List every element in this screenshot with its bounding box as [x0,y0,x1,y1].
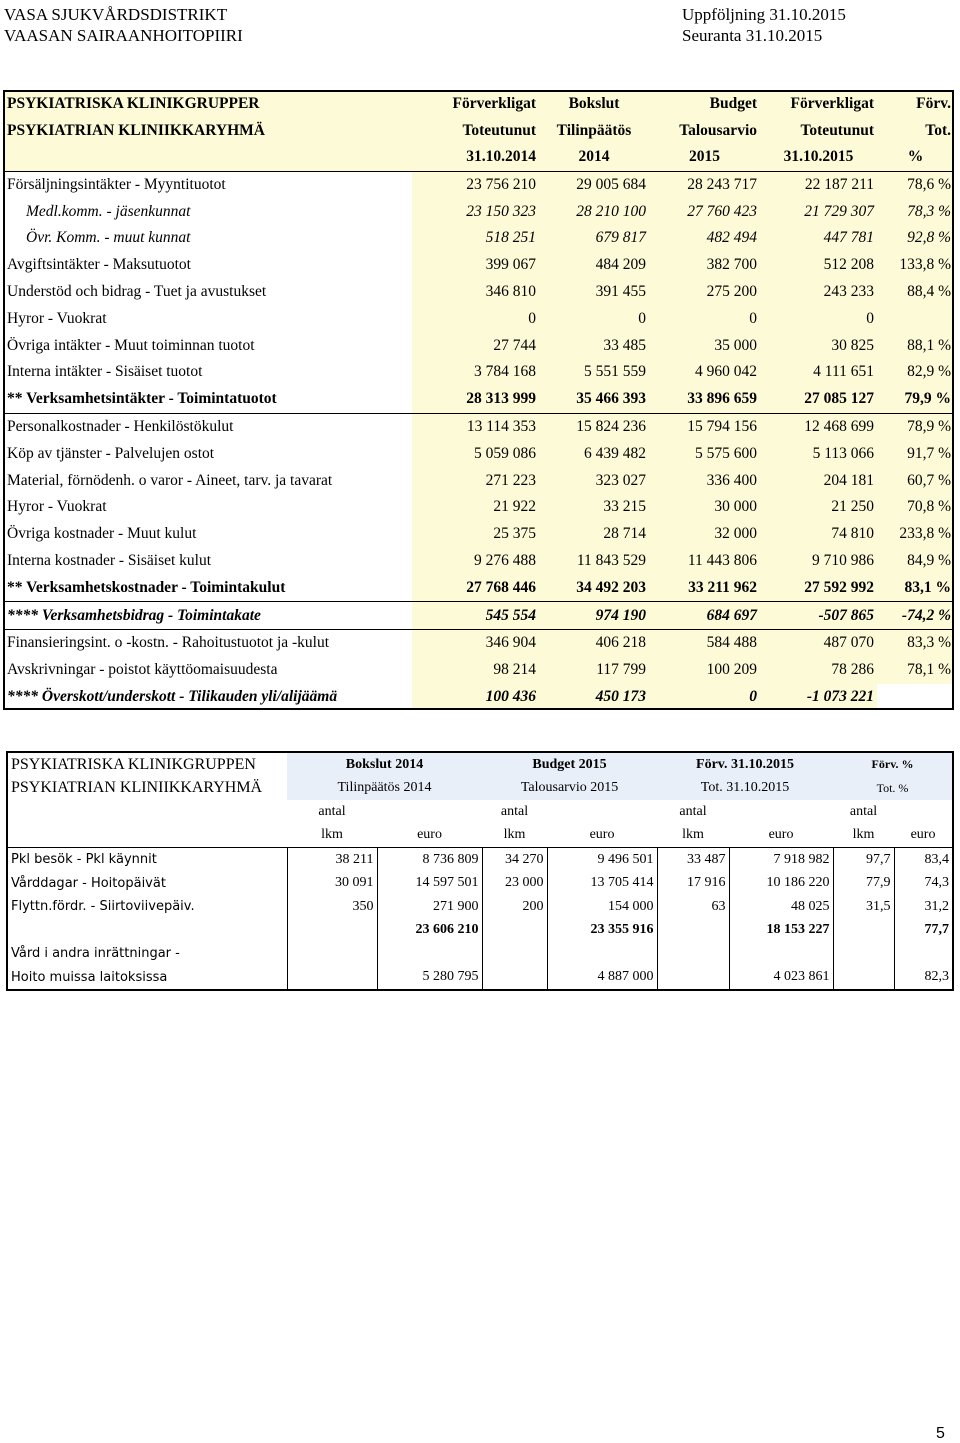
table-row [4,574,954,601]
row-value: 5 575 600 [649,440,760,467]
row-value: 12 468 699 [760,413,877,440]
table-row [4,440,954,467]
report-date-sv: Uppföljning 31.10.2015 [682,5,846,24]
row-value: 5 113 066 [760,440,877,467]
table-row [4,602,954,630]
row-value: 27 760 423 [649,198,760,225]
sub-header: euro [894,824,953,848]
row-label: ** Verksamhetsintäkter - Toimintatuotot [4,386,412,413]
row-value: 82,3 [894,966,953,991]
row-value [877,305,954,332]
row-value: 323 027 [539,467,649,494]
sub-header: euro [729,824,833,848]
row-value: -74,2 % [877,602,954,630]
col-header: Förverkligat [412,91,539,118]
row-value: 243 233 [760,279,877,306]
row-value: 30 091 [287,872,377,896]
row-value: 30 825 [760,332,877,359]
row-value: 34 492 203 [539,574,649,601]
col-header: 31.10.2014 [412,144,539,171]
row-value: 83,4 [894,848,953,872]
row-value: 30 000 [649,494,760,521]
row-value: 3 784 168 [412,359,539,386]
row-value: 133,8 % [877,252,954,279]
row-value [729,942,833,966]
table-header-row [7,752,953,777]
row-value: 8 736 809 [377,848,482,872]
col-header: 31.10.2015 [760,144,877,171]
row-value: 83,1 % [877,574,954,601]
group-header: Förv. % [833,752,953,777]
activity-table [6,751,954,991]
row-value [482,919,547,943]
table-row [4,630,954,657]
row-value: 32 000 [649,521,760,548]
row-value: 78,3 % [877,198,954,225]
row-label: Hyror - Vuokrat [7,498,107,516]
row-value: 382 700 [649,252,760,279]
table-header-row [4,144,954,171]
table-header-row [4,118,954,145]
table-row [7,872,953,896]
row-value: 88,1 % [877,332,954,359]
row-value: 484 209 [539,252,649,279]
table-row [4,305,954,332]
table-title-sv: PSYKIATRISKA KLINIKGRUPPER [4,91,412,118]
row-value: 17 916 [657,872,729,896]
row-label: Övriga kostnader - Muut kulut [7,525,197,543]
row-value: 7 918 982 [729,848,833,872]
row-value: 84,9 % [877,548,954,575]
row-value: 27 592 992 [760,574,877,601]
row-value: 31,5 [833,895,894,919]
row-value [833,966,894,991]
row-value: 487 070 [760,630,877,657]
col-header: Förv. [877,91,954,118]
row-value: 447 781 [760,225,877,252]
row-value: 275 200 [649,279,760,306]
row-value: 336 400 [649,467,760,494]
row-value [657,942,729,966]
row-value [287,919,377,943]
table-title-fi: PSYKIATRIAN KLINIIKKARYHMÄ [4,118,412,145]
row-value: 5 059 086 [412,440,539,467]
col-header: Toteutunut [412,118,539,145]
row-label: Interna intäkter - Sisäiset tuotot [7,363,203,381]
row-value: 518 251 [412,225,539,252]
row-value: 74 810 [760,521,877,548]
row-value: 29 005 684 [539,171,649,198]
sub-header: antal [849,803,878,819]
row-value: 74,3 [894,872,953,896]
row-value: 22 187 211 [760,171,877,198]
row-value: 91,7 % [877,440,954,467]
row-value: 271 223 [412,467,539,494]
row-value: 406 218 [539,630,649,657]
col-header: Talousarvio [649,118,760,145]
table2-title-fi: PSYKIATRIAN KLINIIKKARYHMÄ [11,779,263,797]
row-value: 974 190 [539,602,649,630]
table-row [4,279,954,306]
row-value: 200 [482,895,547,919]
row-value: 23 000 [482,872,547,896]
row-value: -507 865 [760,602,877,630]
group-header: Förv. 31.10.2015 [657,752,833,777]
row-label: Avskrivningar - poistot käyttöomaisuudesta [7,661,278,679]
table-header-row [7,777,953,801]
row-value: 13 705 414 [547,872,657,896]
row-value: 77,7 [894,919,953,943]
row-label: **** Verksamhetsbidrag - Toimintakate [4,602,412,630]
row-value: 4 887 000 [547,966,657,991]
row-value: 83,3 % [877,630,954,657]
sub-header: euro [377,824,482,848]
row-value: 346 810 [412,279,539,306]
col-header: Toteutunut [760,118,877,145]
table-row [4,171,954,198]
row-label: Medl.komm. - jäsenkunnat [26,202,191,220]
row-value: 346 904 [412,630,539,657]
row-value: 0 [649,305,760,332]
row-value: 15 794 156 [649,413,760,440]
table-row [7,966,953,991]
row-value: 5 551 559 [539,359,649,386]
sub-header: lkm [482,824,547,848]
row-value: 60,7 % [877,467,954,494]
table-row [4,657,954,684]
row-value: 18 153 227 [729,919,833,943]
row-value: 97,7 [833,848,894,872]
row-value: 6 439 482 [539,440,649,467]
row-value: 350 [287,895,377,919]
row-value: 684 697 [649,602,760,630]
report-date-fi: Seuranta 31.10.2015 [682,26,823,45]
row-value: 25 375 [412,521,539,548]
financial-table [4,91,954,710]
row-value: 33 215 [539,494,649,521]
table-row [4,252,954,279]
row-value: 28 313 999 [412,386,539,413]
sub-header: euro [547,824,657,848]
row-value: 10 186 220 [729,872,833,896]
row-value: 545 554 [412,602,539,630]
row-value: 0 [539,305,649,332]
row-value: 11 843 529 [539,548,649,575]
row-value: 82,9 % [877,359,954,386]
row-value: 78,6 % [877,171,954,198]
row-label: ** Verksamhetskostnader - Toimintakulut [4,574,412,601]
row-value: 27 744 [412,332,539,359]
table-row [4,413,954,440]
row-value: 28 210 100 [539,198,649,225]
row-value [894,942,953,966]
row-value [547,942,657,966]
row-value: 33 211 962 [649,574,760,601]
row-label: Personalkostnader - Henkilöstökulut [4,413,412,440]
row-value: 70,8 % [877,494,954,521]
row-label: Försäljningsintäkter - Myyntituotot [7,175,226,193]
group-header: Talousarvio 2015 [482,777,657,801]
table-header-row [7,824,953,848]
document-header-right [682,4,846,46]
row-value: 450 173 [539,684,649,711]
row-value: 34 270 [482,848,547,872]
row-value [657,966,729,991]
row-value: 31,2 [894,895,953,919]
row-label: Köp av tjänster - Palvelujen ostot [7,444,215,462]
row-value: 4 023 861 [729,966,833,991]
row-label: Flyttn.fördr. - Siirtoviivepäiv. [11,899,195,915]
row-value: 28 243 717 [649,171,760,198]
row-value: 14 597 501 [377,872,482,896]
row-value [377,942,482,966]
row-value [877,684,954,711]
row-value: 48 025 [729,895,833,919]
sub-header: antal [679,803,707,819]
row-value [482,942,547,966]
sub-header: antal [500,803,529,819]
row-value: 27 085 127 [760,386,877,413]
col-header: Bokslut [539,91,649,118]
table-row [4,684,954,711]
col-header: 2014 [539,144,649,171]
row-value: 100 436 [412,684,539,711]
row-value: 4 960 042 [649,359,760,386]
row-value: 0 [412,305,539,332]
row-value: 0 [649,684,760,711]
row-value: 63 [657,895,729,919]
row-value: 78 286 [760,657,877,684]
row-label: Övr. Komm. - muut kunnat [26,229,191,247]
row-value: 482 494 [649,225,760,252]
row-label: Hyror - Vuokrat [7,309,107,327]
row-label: Interna kostnader - Sisäiset kulut [7,552,212,570]
row-value: 28 714 [539,521,649,548]
row-value: 9 276 488 [412,548,539,575]
row-value: 271 900 [377,895,482,919]
org-name-sv: VASA SJUKVÅRDSDISTRIKT [4,5,228,24]
row-value: 21 922 [412,494,539,521]
row-label: Pkl besök - Pkl käynnit [11,852,157,868]
row-value [833,919,894,943]
row-label: Övriga intäkter - Muut toiminnan tuotot [7,336,255,354]
row-value: 512 208 [760,252,877,279]
row-value: 100 209 [649,657,760,684]
row-value: 33 487 [657,848,729,872]
row-label: **** Överskott/underskott - Tilikauden yli/alijäämä [7,688,338,706]
table-row [7,919,953,943]
row-value: 117 799 [539,657,649,684]
group-header: Tot. % [833,777,953,801]
col-header: Tot. [877,118,954,145]
row-value: 33 485 [539,332,649,359]
row-value: 11 443 806 [649,548,760,575]
row-label: Vård i andra inrättningar - [11,946,180,962]
row-value: 79,9 % [877,386,954,413]
org-name-fi: VAASAN SAIRAANHOITOPIIRI [4,26,243,45]
row-value [833,942,894,966]
row-label [7,919,287,943]
row-value [657,919,729,943]
table2-title-sv: PSYKIATRISKA KLINIKGRUPPEN [11,755,256,773]
table-row [4,494,954,521]
row-value: 78,1 % [877,657,954,684]
row-value: 399 067 [412,252,539,279]
table-header-row [7,800,953,824]
row-value: 23 150 323 [412,198,539,225]
row-value: 21 250 [760,494,877,521]
col-header: Budget [649,91,760,118]
row-value: 98 214 [412,657,539,684]
row-value: 21 729 307 [760,198,877,225]
row-value: 0 [760,305,877,332]
row-value: 9 496 501 [547,848,657,872]
row-label: Vårddagar - Hoitopäivät [11,875,166,891]
row-value: 9 710 986 [760,548,877,575]
row-value: -1 073 221 [760,684,877,711]
table-row [7,895,953,919]
row-value [287,942,377,966]
row-label: Avgiftsintäkter - Maksutuotot [7,256,191,274]
table-row [4,359,954,386]
table-row [4,332,954,359]
row-value: 154 000 [547,895,657,919]
row-value: 4 111 651 [760,359,877,386]
table-row [4,467,954,494]
page-number: 5 [936,1425,945,1442]
table-row [7,942,953,966]
group-header: Tilinpäätös 2014 [287,777,482,801]
table-row [4,386,954,413]
row-label: Material, förnödenh. o varor - Aineet, tarv. ja tavarat [7,471,333,489]
row-value: 78,9 % [877,413,954,440]
row-value: 391 455 [539,279,649,306]
table-row [4,548,954,575]
row-value: 584 488 [649,630,760,657]
row-value: 15 824 236 [539,413,649,440]
row-label: Finansieringsint. o -kostn. - Rahoitustuotot ja -kulut [4,630,412,657]
row-value: 77,9 [833,872,894,896]
table-header-row [4,91,954,118]
col-header: Tilinpäätös [539,118,649,145]
row-value: 33 896 659 [649,386,760,413]
document-header-left [4,4,243,46]
row-value: 13 114 353 [412,413,539,440]
col-header: Förverkligat [760,91,877,118]
sub-header: lkm [657,824,729,848]
row-value: 27 768 446 [412,574,539,601]
sub-header: antal [318,803,346,819]
col-header: % [877,144,954,171]
table-row [4,225,954,252]
row-value: 5 280 795 [377,966,482,991]
row-value: 233,8 % [877,521,954,548]
row-value [287,966,377,991]
group-header: Tot. 31.10.2015 [657,777,833,801]
row-value [482,966,547,991]
table-row [7,848,953,872]
group-header: Bokslut 2014 [287,752,482,777]
row-value: 23 355 916 [547,919,657,943]
row-value: 92,8 % [877,225,954,252]
col-header: 2015 [649,144,760,171]
table-row [4,198,954,225]
row-value: 88,4 % [877,279,954,306]
row-value: 38 211 [287,848,377,872]
row-value: 35 000 [649,332,760,359]
sub-header: lkm [287,824,377,848]
group-header: Budget 2015 [482,752,657,777]
row-value: 679 817 [539,225,649,252]
row-value: 204 181 [760,467,877,494]
row-value: 35 466 393 [539,386,649,413]
sub-header: lkm [833,824,894,848]
table-row [4,521,954,548]
row-value: 23 606 210 [377,919,482,943]
row-value: 23 756 210 [412,171,539,198]
row-label: Hoito muissa laitoksissa [11,969,168,985]
row-label: Understöd och bidrag - Tuet ja avustukset [7,283,267,301]
